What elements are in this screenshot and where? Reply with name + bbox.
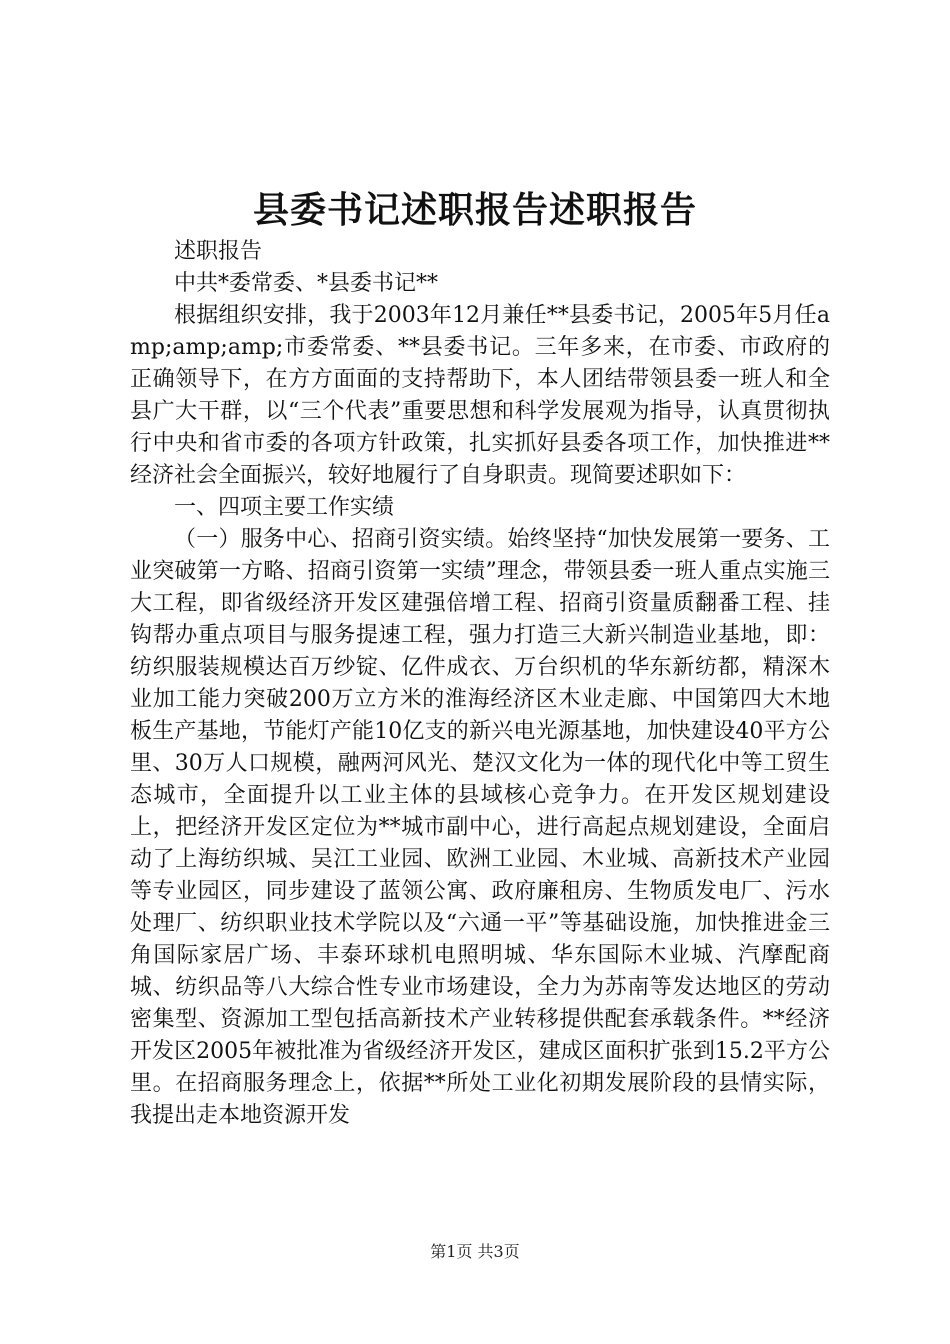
document-body: [130, 236, 830, 1132]
paragraph-heading: 述职报告: [174, 239, 263, 264]
paragraph-author: 中共*委常委、*县委书记**: [174, 271, 439, 296]
page-footer: 第1页 共3页: [430, 1242, 520, 1261]
paragraph-intro: 根据组织安排，我于2003年12月兼任**县委书记，2005年5月任amp;amp;amp;市委常委、**县委书记。三年多来，在市委、市政府的正确领导下，在方方面面的支持帮助下，本人团结带领县委一班人和全县广大干群，以“三个代表”重要思想和科学发展观为指导，认真贯彻执行中央和省市委的各项方针政策，扎实抓好县委各项工作，加快推进**经济社会全面振兴，较好地履行了自身职责。现简要述职如下：: [130, 303, 830, 488]
document-title: 县委书记述职报告述职报告: [252, 189, 697, 231]
paragraph-section-1: （一）服务中心、招商引资实绩。始终坚持“加快发展第一要务、工业突破第一方略、招商引资第一实绩”理念，带领县委一班人重点实施三大工程，即省级经济开发区建强倍增工程、招商引资量质翻番工程、挂钩帮办重点项目与服务提速工程，强力打造三大新兴制造业基地，即：纺织服装规模达百万纱锭、亿件成衣、万台织机的华东新纺都，精深木业加工能力突破200万立方米的淮海经济区木业走廊、中国第四大木地板生产基地，节能灯产能10亿支的新兴电光源基地，加快建设40平方公里、30万人口规模，融两河风光、楚汉文化为一体的现代化中等工贸生态城市，全面提升以工业主体的县域核心竞争力。在开发区规划建设上，把经济开发区定位为**城市副中心，进行高起点规划建设，全面启动了上海纺织城、吴江工业园、欧洲工业园、木业城、高新技术产业园等专业园区，同步建设了蓝领公寓、政府廉租房、生物质发电厂、污水处理厂、纺织职业技术学院以及“六通一平”等基础设施，加快推进金三角国际家居广场、丰泰环球机电照明城、华东国际木业城、汽摩配商城、纺织品等八大综合性专业市场建设，全力为苏南等发达地区的劳动密集型、资源加工型包括高新技术产业转移提供配套承载条件。**经济开发区2005年被批准为省级经济开发区，建成区面积扩张到15.2平方公里。在招商服务理念上，依据**所处工业化初期发展阶段的县情实际，我提出走本地资源开发: [130, 527, 830, 1128]
section-heading: 一、四项主要工作实绩: [174, 495, 395, 520]
